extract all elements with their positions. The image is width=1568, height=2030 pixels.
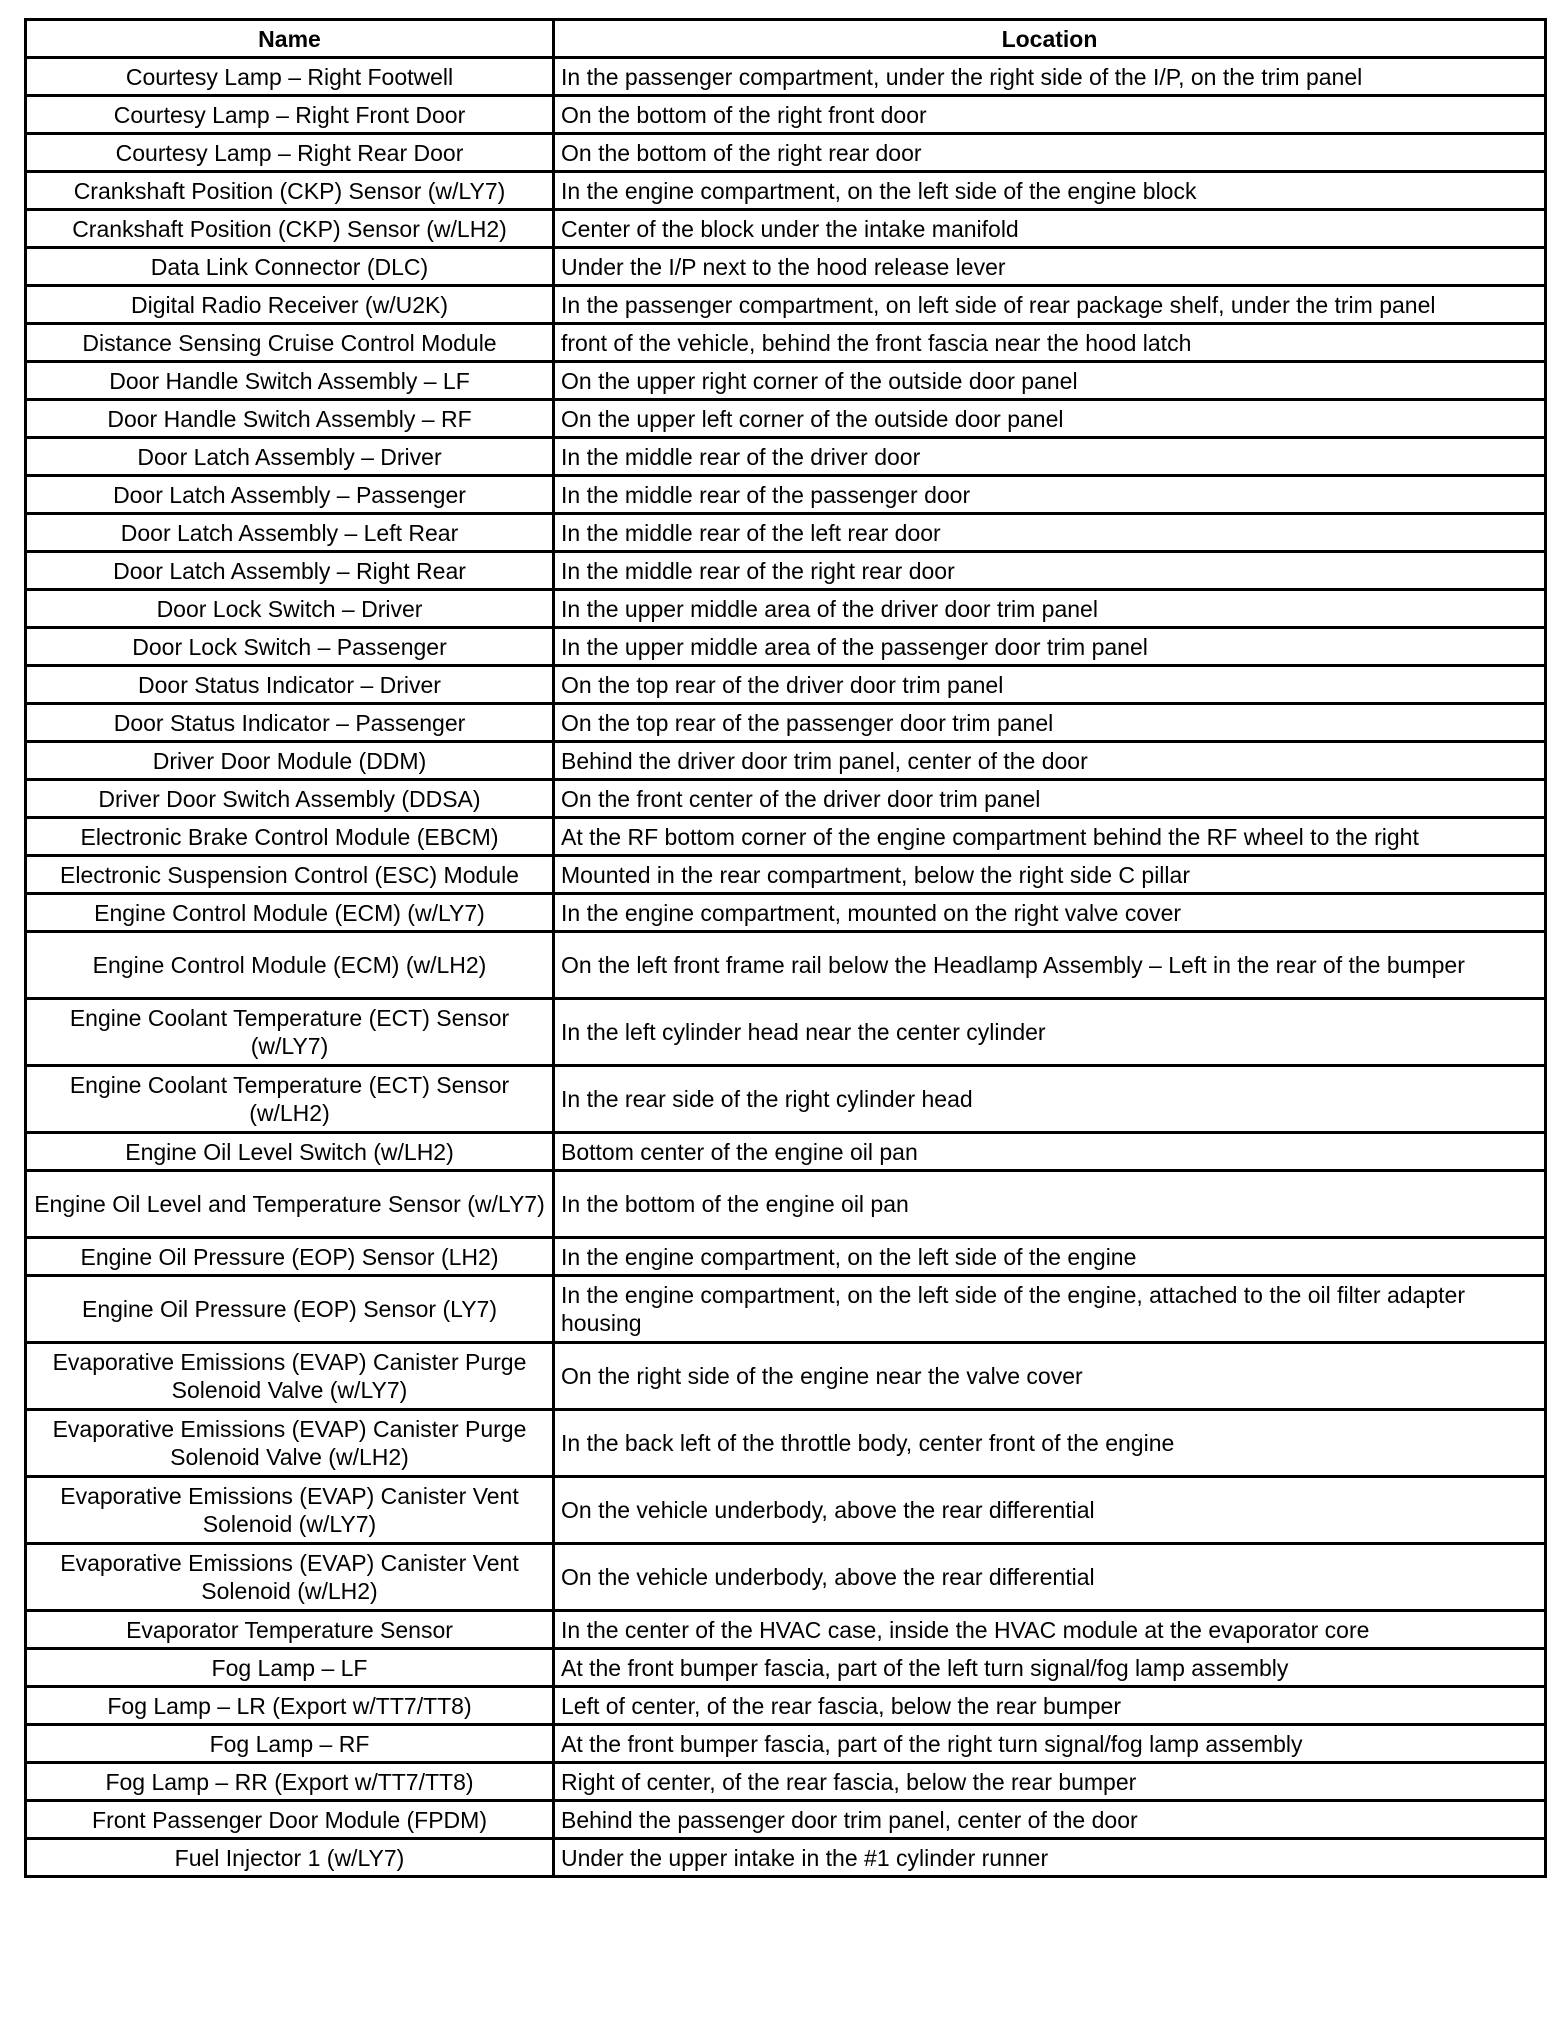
table-row bbox=[26, 1477, 1546, 1544]
component-name-cell: Engine Oil Level Switch (w/LH2) bbox=[26, 1133, 554, 1171]
component-name-cell: Engine Control Module (ECM) (w/LY7) bbox=[26, 894, 554, 932]
component-name-cell: Fog Lamp – RR (Export w/TT7/TT8) bbox=[26, 1763, 554, 1801]
table-row bbox=[26, 1687, 1546, 1725]
component-location-cell: At the front bumper fascia, part of the right turn signal/fog lamp assembly bbox=[554, 1725, 1546, 1763]
component-location-cell: In the back left of the throttle body, center front of the engine bbox=[554, 1410, 1546, 1477]
component-name-cell: Digital Radio Receiver (w/U2K) bbox=[26, 286, 554, 324]
component-location-cell: On the vehicle underbody, above the rear differential bbox=[554, 1477, 1546, 1544]
component-location-cell: In the passenger compartment, under the right side of the I/P, on the trim panel bbox=[554, 58, 1546, 96]
table-row bbox=[26, 1763, 1546, 1801]
component-name-cell: Engine Oil Level and Temperature Sensor (w/LY7) bbox=[26, 1171, 554, 1238]
component-name-cell: Door Status Indicator – Driver bbox=[26, 666, 554, 704]
table-header-row bbox=[26, 20, 1546, 58]
table-row bbox=[26, 1611, 1546, 1649]
component-location-cell: On the right side of the engine near the valve cover bbox=[554, 1343, 1546, 1410]
component-name-cell: Electronic Suspension Control (ESC) Module bbox=[26, 856, 554, 894]
component-name-cell: Crankshaft Position (CKP) Sensor (w/LY7) bbox=[26, 172, 554, 210]
component-name-cell: Engine Oil Pressure (EOP) Sensor (LY7) bbox=[26, 1276, 554, 1343]
table-row bbox=[26, 514, 1546, 552]
component-name-cell: Evaporative Emissions (EVAP) Canister Vent Solenoid (w/LH2) bbox=[26, 1544, 554, 1611]
component-location-cell: In the engine compartment, on the left side of the engine block bbox=[554, 172, 1546, 210]
component-name-cell: Door Lock Switch – Passenger bbox=[26, 628, 554, 666]
component-name-cell: Fog Lamp – LF bbox=[26, 1649, 554, 1687]
table-row bbox=[26, 1410, 1546, 1477]
component-name-cell: Engine Oil Pressure (EOP) Sensor (LH2) bbox=[26, 1238, 554, 1276]
table-row bbox=[26, 58, 1546, 96]
component-location-cell: At the front bumper fascia, part of the left turn signal/fog lamp assembly bbox=[554, 1649, 1546, 1687]
table-row bbox=[26, 780, 1546, 818]
component-location-cell: Right of center, of the rear fascia, below the rear bumper bbox=[554, 1763, 1546, 1801]
component-location-cell: In the engine compartment, mounted on the right valve cover bbox=[554, 894, 1546, 932]
component-location-table bbox=[24, 18, 1547, 1878]
table-row bbox=[26, 628, 1546, 666]
table-row bbox=[26, 286, 1546, 324]
component-location-cell: In the rear side of the right cylinder head bbox=[554, 1066, 1546, 1133]
component-name-cell: Fuel Injector 1 (w/LY7) bbox=[26, 1839, 554, 1877]
table-row bbox=[26, 400, 1546, 438]
component-name-cell: Electronic Brake Control Module (EBCM) bbox=[26, 818, 554, 856]
component-name-cell: Door Latch Assembly – Passenger bbox=[26, 476, 554, 514]
table-row bbox=[26, 1544, 1546, 1611]
component-name-cell: Engine Control Module (ECM) (w/LH2) bbox=[26, 932, 554, 999]
component-name-cell: Front Passenger Door Module (FPDM) bbox=[26, 1801, 554, 1839]
component-location-cell: In the left cylinder head near the center cylinder bbox=[554, 999, 1546, 1066]
component-name-cell: Door Handle Switch Assembly – RF bbox=[26, 400, 554, 438]
table-row bbox=[26, 1343, 1546, 1410]
table-row bbox=[26, 210, 1546, 248]
component-location-cell: Mounted in the rear compartment, below the right side C pillar bbox=[554, 856, 1546, 894]
component-name-cell: Door Latch Assembly – Left Rear bbox=[26, 514, 554, 552]
component-name-cell: Evaporative Emissions (EVAP) Canister Purge Solenoid Valve (w/LY7) bbox=[26, 1343, 554, 1410]
component-name-cell: Driver Door Module (DDM) bbox=[26, 742, 554, 780]
component-location-cell: On the bottom of the right front door bbox=[554, 96, 1546, 134]
table-row bbox=[26, 552, 1546, 590]
component-location-cell: In the middle rear of the left rear door bbox=[554, 514, 1546, 552]
component-location-cell: In the engine compartment, on the left side of the engine bbox=[554, 1238, 1546, 1276]
component-location-cell: In the middle rear of the driver door bbox=[554, 438, 1546, 476]
table-row bbox=[26, 438, 1546, 476]
component-location-cell: Under the I/P next to the hood release lever bbox=[554, 248, 1546, 286]
component-location-cell: Bottom center of the engine oil pan bbox=[554, 1133, 1546, 1171]
component-location-cell: Center of the block under the intake manifold bbox=[554, 210, 1546, 248]
table-row bbox=[26, 1839, 1546, 1877]
component-location-cell: In the bottom of the engine oil pan bbox=[554, 1171, 1546, 1238]
component-location-cell: Behind the passenger door trim panel, center of the door bbox=[554, 1801, 1546, 1839]
component-location-cell: On the vehicle underbody, above the rear differential bbox=[554, 1544, 1546, 1611]
component-name-cell: Distance Sensing Cruise Control Module bbox=[26, 324, 554, 362]
component-location-cell: Left of center, of the rear fascia, below the rear bumper bbox=[554, 1687, 1546, 1725]
table-row bbox=[26, 172, 1546, 210]
component-name-cell: Door Latch Assembly – Driver bbox=[26, 438, 554, 476]
table-row bbox=[26, 1066, 1546, 1133]
table-row bbox=[26, 1725, 1546, 1763]
table-row bbox=[26, 1133, 1546, 1171]
component-name-cell: Data Link Connector (DLC) bbox=[26, 248, 554, 286]
table-row bbox=[26, 704, 1546, 742]
table-row bbox=[26, 742, 1546, 780]
table-row bbox=[26, 590, 1546, 628]
component-name-cell: Evaporator Temperature Sensor bbox=[26, 1611, 554, 1649]
component-name-cell: Evaporative Emissions (EVAP) Canister Purge Solenoid Valve (w/LH2) bbox=[26, 1410, 554, 1477]
component-location-cell: On the front center of the driver door trim panel bbox=[554, 780, 1546, 818]
component-name-cell: Door Lock Switch – Driver bbox=[26, 590, 554, 628]
table-row bbox=[26, 248, 1546, 286]
component-location-cell: In the upper middle area of the driver door trim panel bbox=[554, 590, 1546, 628]
table-row bbox=[26, 894, 1546, 932]
component-name-cell: Courtesy Lamp – Right Front Door bbox=[26, 96, 554, 134]
table-row bbox=[26, 932, 1546, 999]
component-location-cell: front of the vehicle, behind the front fascia near the hood latch bbox=[554, 324, 1546, 362]
component-name-cell: Courtesy Lamp – Right Footwell bbox=[26, 58, 554, 96]
component-name-cell: Engine Coolant Temperature (ECT) Sensor (w/LH2) bbox=[26, 1066, 554, 1133]
component-name-cell: Door Latch Assembly – Right Rear bbox=[26, 552, 554, 590]
component-name-cell: Door Handle Switch Assembly – LF bbox=[26, 362, 554, 400]
component-location-cell: In the engine compartment, on the left side of the engine, attached to the oil filter adapter housing bbox=[554, 1276, 1546, 1343]
component-location-cell: Behind the driver door trim panel, center of the door bbox=[554, 742, 1546, 780]
component-location-cell: In the upper middle area of the passenger door trim panel bbox=[554, 628, 1546, 666]
table-body bbox=[26, 58, 1546, 1877]
component-location-cell: Under the upper intake in the #1 cylinder runner bbox=[554, 1839, 1546, 1877]
component-name-cell: Door Status Indicator – Passenger bbox=[26, 704, 554, 742]
component-location-cell: On the top rear of the driver door trim panel bbox=[554, 666, 1546, 704]
component-name-cell: Engine Coolant Temperature (ECT) Sensor (w/LY7) bbox=[26, 999, 554, 1066]
table-row bbox=[26, 999, 1546, 1066]
component-name-cell: Driver Door Switch Assembly (DDSA) bbox=[26, 780, 554, 818]
component-location-cell: On the upper right corner of the outside door panel bbox=[554, 362, 1546, 400]
table-row bbox=[26, 324, 1546, 362]
component-location-cell: In the middle rear of the right rear door bbox=[554, 552, 1546, 590]
table-row bbox=[26, 1649, 1546, 1687]
component-name-cell: Courtesy Lamp – Right Rear Door bbox=[26, 134, 554, 172]
table-row bbox=[26, 818, 1546, 856]
component-location-cell: In the passenger compartment, on left side of rear package shelf, under the trim panel bbox=[554, 286, 1546, 324]
table-row bbox=[26, 362, 1546, 400]
component-location-cell: On the upper left corner of the outside door panel bbox=[554, 400, 1546, 438]
name-column-header: Name bbox=[26, 20, 554, 58]
component-location-cell: On the bottom of the right rear door bbox=[554, 134, 1546, 172]
table-row bbox=[26, 1238, 1546, 1276]
table-row bbox=[26, 1801, 1546, 1839]
table-row bbox=[26, 856, 1546, 894]
component-location-cell: In the middle rear of the passenger door bbox=[554, 476, 1546, 514]
table-row bbox=[26, 476, 1546, 514]
table-row bbox=[26, 134, 1546, 172]
component-location-cell: At the RF bottom corner of the engine compartment behind the RF wheel to the right bbox=[554, 818, 1546, 856]
table-row bbox=[26, 1171, 1546, 1238]
component-name-cell: Crankshaft Position (CKP) Sensor (w/LH2) bbox=[26, 210, 554, 248]
table-row bbox=[26, 666, 1546, 704]
component-name-cell: Fog Lamp – RF bbox=[26, 1725, 554, 1763]
component-name-cell: Evaporative Emissions (EVAP) Canister Vent Solenoid (w/LY7) bbox=[26, 1477, 554, 1544]
component-location-cell: On the top rear of the passenger door trim panel bbox=[554, 704, 1546, 742]
table-row bbox=[26, 96, 1546, 134]
location-column-header: Location bbox=[554, 20, 1546, 58]
component-location-cell: In the center of the HVAC case, inside the HVAC module at the evaporator core bbox=[554, 1611, 1546, 1649]
component-name-cell: Fog Lamp – LR (Export w/TT7/TT8) bbox=[26, 1687, 554, 1725]
component-location-cell: On the left front frame rail below the Headlamp Assembly – Left in the rear of the bumper bbox=[554, 932, 1546, 999]
table-row bbox=[26, 1276, 1546, 1343]
